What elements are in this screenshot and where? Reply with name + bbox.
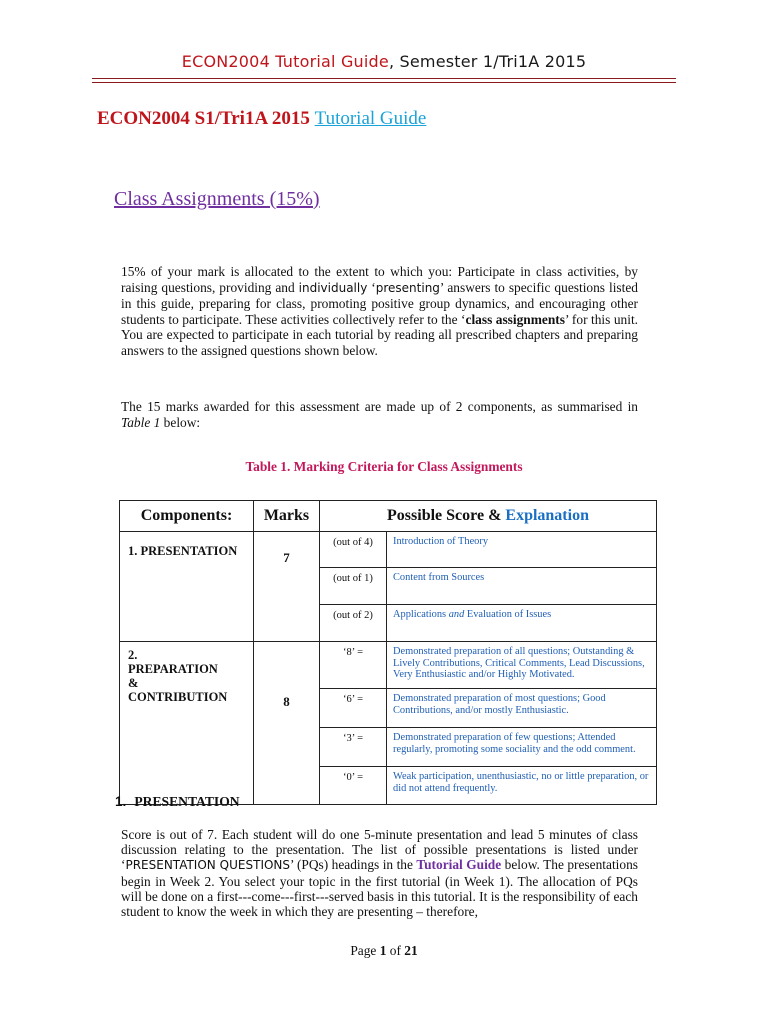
footer-of-word: of bbox=[386, 943, 405, 958]
header-components: Components: bbox=[120, 501, 254, 532]
explanation-part: Applications bbox=[393, 609, 449, 620]
marks-preparation: 8 bbox=[254, 642, 320, 805]
document-title bbox=[97, 108, 426, 130]
subsection-number: 1. bbox=[115, 794, 127, 809]
footer-page-total: 21 bbox=[404, 943, 418, 958]
running-header-guide: Tutorial Guide bbox=[275, 52, 389, 71]
footer-page-number: 1 bbox=[379, 943, 387, 958]
explanation-text: Content from Sources bbox=[387, 568, 657, 605]
section-title: Class Assignments (15%) bbox=[114, 188, 320, 210]
marks-text-table-ref: Table 1 bbox=[121, 414, 161, 430]
preparation-label-line: & bbox=[128, 676, 139, 690]
explanation-text: Demonstrated preparation of most questions; Good Contributions, and/or mostly Enthusiastic. bbox=[387, 689, 657, 728]
component-preparation bbox=[120, 642, 254, 805]
explanation-emphasis: and bbox=[448, 609, 465, 620]
marks-text-b: below: bbox=[160, 414, 201, 430]
running-header bbox=[0, 52, 768, 71]
component-presentation: 1. PRESENTATION bbox=[120, 532, 254, 642]
intro-paragraph bbox=[121, 264, 638, 359]
page-footer bbox=[0, 943, 768, 959]
header-explanation-label: Explanation bbox=[505, 507, 589, 524]
table-header-row bbox=[120, 501, 657, 532]
intro-text-presenting: presenting bbox=[375, 280, 440, 295]
explanation-text: Introduction of Theory bbox=[387, 532, 657, 568]
intro-text-quote: ‘ bbox=[367, 279, 376, 295]
score-label: ‘3’ = bbox=[320, 728, 387, 767]
explanation-text bbox=[387, 605, 657, 642]
header-rule-secondary bbox=[92, 82, 676, 83]
document-title-main: ECON2004 S1/Tri1A 2015 bbox=[97, 108, 315, 129]
intro-text-c: ’ for this unit. You are expected to participate in each tutorial by reading all prescribed chapters and preparing answers to the assigned questions shown below. bbox=[121, 311, 639, 358]
preparation-label-line: CONTRIBUTION bbox=[128, 690, 228, 704]
score-label: (out of 1) bbox=[320, 568, 387, 605]
header-possible-score bbox=[320, 501, 657, 532]
header-marks: Marks bbox=[254, 501, 320, 532]
marks-paragraph bbox=[121, 399, 638, 430]
presentation-text-tutorial-guide: Tutorial Guide bbox=[416, 857, 502, 873]
score-label: (out of 4) bbox=[320, 532, 387, 568]
marks-text-a: The 15 marks awarded for this assessment are made up of 2 components, as summarised in bbox=[121, 399, 638, 414]
running-header-semester: , Semester 1/Tri1A 2015 bbox=[388, 52, 587, 71]
score-label: ‘8’ = bbox=[320, 642, 387, 689]
table-row bbox=[120, 642, 657, 689]
presentation-text-a: Score is out of 7. Each student will do one 5-minute presentation and lead 5 minutes of class discussion relating to the presentation. The list of possible presentations is listed under ‘ bbox=[121, 827, 638, 873]
explanation-text: Weak participation, unenthusiastic, no or little preparation, or did not attend frequently. bbox=[387, 767, 657, 805]
header-score-label: Possible Score & bbox=[387, 507, 506, 524]
score-label: ‘6’ = bbox=[320, 689, 387, 728]
preparation-label-line: 2. bbox=[128, 648, 138, 662]
presentation-text-pq-heading: PRESENTATION QUESTIONS bbox=[125, 858, 291, 873]
subsection-heading bbox=[115, 794, 240, 810]
running-header-course: ECON2004 bbox=[181, 52, 270, 71]
table-caption: Table 1. Marking Criteria for Class Assignments bbox=[245, 459, 523, 474]
presentation-text-b: ’ (PQs) headings in the bbox=[290, 857, 417, 873]
table-row bbox=[120, 532, 657, 568]
intro-text-a: 15% of your mark is allocated to the extent to which you: Participate in class activities, by raising questions, providing and bbox=[121, 264, 638, 295]
score-label: (out of 2) bbox=[320, 605, 387, 642]
footer-page-word: Page bbox=[350, 943, 380, 958]
header-rule bbox=[92, 78, 676, 79]
explanation-text: Demonstrated preparation of all questions; Outstanding & Lively Contributions, Critical Comments, Lead Discussions, Very Enthusiastic and/or Highly Motivated. bbox=[387, 642, 657, 689]
subsection-title: PRESENTATION bbox=[134, 794, 240, 809]
tutorial-guide-link[interactable]: Tutorial Guide bbox=[314, 108, 427, 129]
intro-text-class-assignments: class assignments bbox=[465, 311, 565, 327]
marks-presentation: 7 bbox=[254, 532, 320, 642]
preparation-label-line: PREPARATION bbox=[128, 662, 218, 676]
intro-text-individually: individually bbox=[298, 280, 368, 295]
explanation-part: Evaluation of Issues bbox=[464, 609, 552, 620]
score-label: ‘0’ = bbox=[320, 767, 387, 805]
marking-criteria-table bbox=[119, 500, 657, 805]
presentation-paragraph bbox=[121, 827, 638, 919]
explanation-text: Demonstrated preparation of few questions; Attended regularly, promoting some sociality and the odd comment. bbox=[387, 728, 657, 767]
presentation-text-c: below. The presentations begin in Week 2. You select your topic in the first tutorial (in Week 1). The allocation of PQs will be done on a first---come---first---served basis in this tutorial. It is the responsibility of each student to know the week in which they are presenting – therefore, bbox=[121, 857, 638, 920]
intro-text-b: ’ answers to specific questions listed in this guide, preparing for class, promoting positive group dynamics, and encouraging other students to participate. These activities collectively refer to the ‘ bbox=[121, 279, 638, 327]
